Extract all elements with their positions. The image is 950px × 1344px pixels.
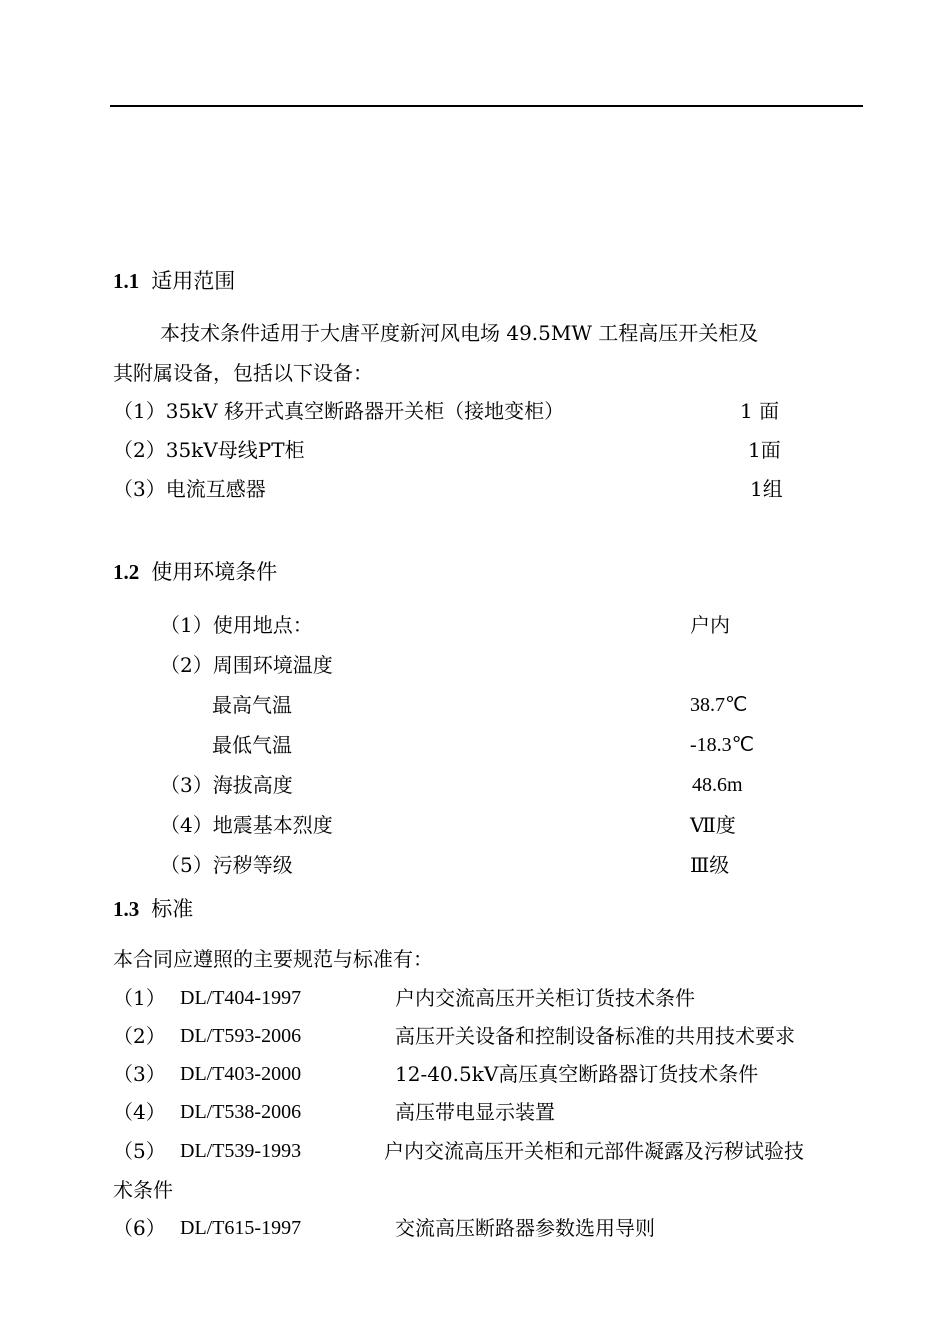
condition-value: Ⅶ度 xyxy=(690,813,736,837)
standard-code: DL/T538-2006 xyxy=(180,1101,302,1123)
standard-name: 交流高压断路器参数选用导则 xyxy=(395,1216,655,1240)
section-number: 1.3 xyxy=(113,897,140,921)
standard-name: 高压开关设备和控制设备标准的共用技术要求 xyxy=(395,1024,795,1048)
intro-line-2: 其附属设备，包括以下设备： xyxy=(113,361,373,385)
standard-name: 12-40.5kV高压真空断路器订货技术条件 xyxy=(395,1062,759,1086)
standard-code: DL/T539-1993 xyxy=(180,1140,302,1162)
standard-name-wrap: 术条件 xyxy=(113,1178,173,1202)
condition-value: Ⅲ级 xyxy=(690,853,730,877)
standard-name: 户内交流高压开关柜订货技术条件 xyxy=(395,986,695,1010)
equipment-item-qty: 1组 xyxy=(750,477,783,501)
condition-label: （3）海拔高度 xyxy=(160,773,293,797)
condition-value: -18.3℃ xyxy=(690,734,755,756)
condition-label: （1）使用地点： xyxy=(160,613,313,637)
header-rule xyxy=(110,105,863,107)
condition-label: 最高气温 xyxy=(212,693,292,717)
condition-label: （5）污秽等级 xyxy=(160,853,293,877)
standard-index: （5） xyxy=(113,1139,166,1163)
standard-index: （6） xyxy=(113,1216,166,1240)
standard-index: （3） xyxy=(113,1062,166,1086)
standard-index: （4） xyxy=(113,1100,166,1124)
condition-label: （2）周围环境温度 xyxy=(160,653,333,677)
section-number: 1.1 xyxy=(113,269,140,293)
section-title: 标准 xyxy=(151,897,194,921)
standards-intro: 本合同应遵照的主要规范与标准有： xyxy=(113,947,433,971)
section-number: 1.2 xyxy=(113,560,140,584)
standard-name: 高压带电显示装置 xyxy=(395,1100,555,1124)
equipment-item-label: （1）35kV 移开式真空断路器开关柜（接地变柜） xyxy=(113,399,565,423)
section-title: 适用范围 xyxy=(151,269,236,293)
standard-code: DL/T615-1997 xyxy=(180,1217,302,1239)
section-heading-1-1 xyxy=(113,268,235,294)
section-heading-1-2 xyxy=(113,559,277,585)
condition-value: 48.6m xyxy=(692,774,743,796)
condition-value: 38.7℃ xyxy=(690,694,748,716)
equipment-item-qty: 1面 xyxy=(748,438,781,462)
condition-label: 最低气温 xyxy=(212,733,292,757)
standard-code: DL/T593-2006 xyxy=(180,1025,302,1047)
section-title: 使用环境条件 xyxy=(151,560,278,584)
equipment-item-label: （3）电流互感器 xyxy=(113,477,266,501)
condition-label: （4）地震基本烈度 xyxy=(160,813,333,837)
standard-code: DL/T403-2000 xyxy=(180,1063,302,1085)
intro-line-1: 本技术条件适用于大唐平度新河风电场 49.5MW 工程高压开关柜及 xyxy=(160,321,759,345)
standard-code: DL/T404-1997 xyxy=(180,987,302,1009)
equipment-item-label: （2）35kV母线PT柜 xyxy=(113,438,305,462)
standard-index: （2） xyxy=(113,1024,166,1048)
condition-value: 户内 xyxy=(690,613,730,637)
standard-index: （1） xyxy=(113,986,166,1010)
standard-name: 户内交流高压开关柜和元部件凝露及污秽试验技 xyxy=(384,1139,804,1163)
equipment-item-qty: 1 面 xyxy=(740,399,780,423)
section-heading-1-3 xyxy=(113,896,193,922)
